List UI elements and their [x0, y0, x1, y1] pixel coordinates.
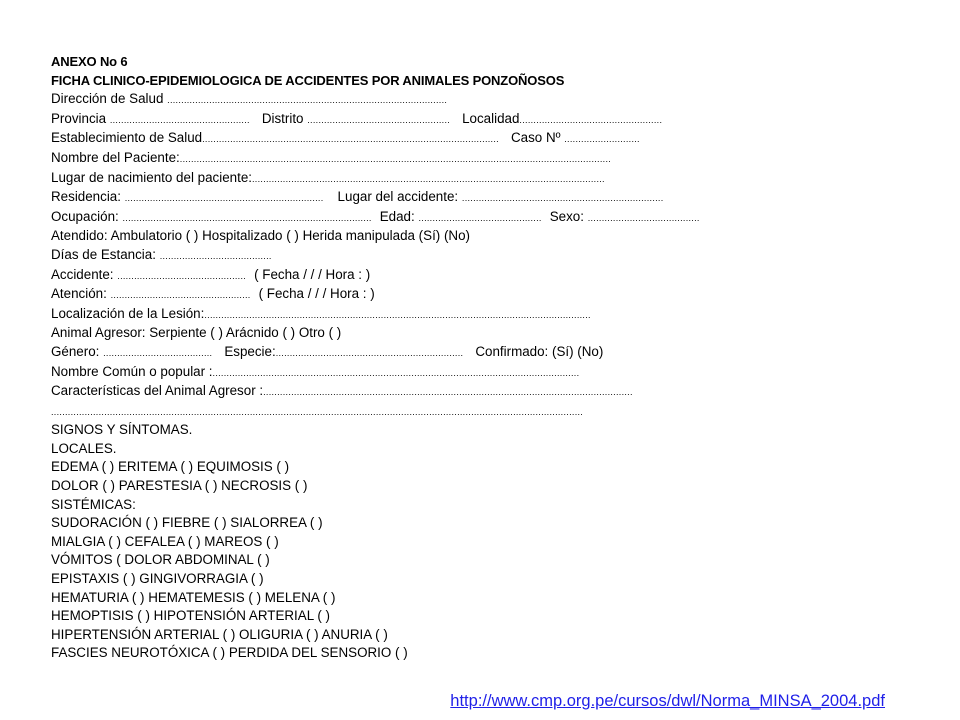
nombre-paciente-label: Nombre del Paciente:: [51, 149, 180, 165]
field-row-atencion: [51, 285, 811, 305]
field-row-direccion: [51, 90, 811, 110]
field-row-nombre-paciente: [51, 149, 811, 169]
provincia-dots: ..................................................: [109, 114, 250, 125]
genero-dots: .......................................: [103, 347, 213, 358]
form-title: FICHA CLINICO-EPIDEMIOLOGICA DE ACCIDENTES POR ANIMALES PONZOÑOSOS: [51, 72, 565, 88]
continuation-dots: ..............................................................................................................................................................................................: [51, 406, 584, 417]
dias-estancia-dots: ........................................: [159, 250, 272, 261]
sistemicas-line: VÓMITOS ( DOLOR ABDOMINAL ( ): [51, 552, 270, 568]
residencia-dots: .......................................................................: [124, 193, 324, 204]
edad-label: Edad:: [379, 208, 415, 224]
atencion-label: Atención:: [51, 286, 107, 302]
lugar-nacimiento-label: Lugar de nacimiento del paciente:: [51, 169, 252, 185]
sistemicas-heading: SISTÉMICAS:: [51, 496, 136, 512]
caracteristicas-label: Características del Animal Agresor :: [51, 383, 264, 399]
field-row-accidente: [51, 266, 811, 286]
field-row-lugar-nacimiento: [51, 169, 811, 189]
annex-label: ANEXO No 6: [51, 54, 128, 69]
localizacion-dots: ..........................................................................................................................................: [204, 309, 591, 320]
caracteristicas-dots: ....................................................................................................................................: [263, 387, 633, 398]
nombre-comun-dots: ...................................................................................................................................: [212, 367, 580, 378]
caso-label: Caso Nº: [510, 130, 561, 146]
distrito-dots: ...................................................: [307, 114, 451, 125]
field-row-establecimiento: [51, 129, 811, 149]
locales-line: DOLOR ( ) PARESTESIA ( ) NECROSIS ( ): [51, 478, 308, 494]
lugar-accidente-dots: ........................................................................: [461, 193, 664, 204]
provincia-label: Provincia: [51, 110, 107, 126]
ocupacion-label: Ocupación:: [51, 208, 119, 224]
field-row-ocupacion: [51, 208, 811, 228]
accidente-label: Accidente:: [51, 266, 114, 282]
clinical-form-document: [51, 53, 811, 663]
nombre-comun-label: Nombre Común o popular :: [51, 363, 213, 379]
nombre-paciente-dots: ..........................................................................................................................................................: [179, 153, 612, 164]
caso-dots: ...........................: [564, 134, 640, 145]
field-row-animal-agresor: Animal Agresor: Serpiente ( ) Arácnido ( ) Otro ( ): [51, 325, 342, 341]
field-row-localizacion: [51, 305, 811, 325]
field-row-genero: [51, 343, 811, 363]
localizacion-label: Localización de la Lesión:: [51, 305, 205, 321]
establecimiento-dots: ..........................................................................................................: [202, 134, 499, 145]
genero-label: Género:: [51, 343, 100, 359]
accidente-fecha: ( Fecha / / / Hora : ): [254, 266, 371, 282]
atencion-dots: ..................................................: [110, 290, 251, 301]
field-row-dias-estancia: [51, 246, 811, 266]
localidad-label: Localidad: [462, 110, 520, 126]
source-link[interactable]: http://www.cmp.org.pe/cursos/dwl/Norma_MINSA_2004.pdf: [450, 692, 885, 710]
dias-estancia-label: Días de Estancia:: [51, 246, 156, 262]
locales-line: EDEMA ( ) ERITEMA ( ) EQUIMOSIS ( ): [51, 459, 290, 475]
sistemicas-line: HEMATURIA ( ) HEMATEMESIS ( ) MELENA ( ): [51, 589, 336, 605]
localidad-dots: ...................................................: [519, 114, 663, 125]
lugar-accidente-label: Lugar del accidente:: [337, 189, 459, 205]
sistemicas-line: EPISTAXIS ( ) GINGIVORRAGIA ( ): [51, 571, 264, 587]
field-row-continuation: [51, 402, 811, 422]
residencia-label: Residencia:: [51, 189, 121, 205]
sistemicas-line: FASCIES NEUROTÓXICA ( ) PERDIDA DEL SENSORIO ( ): [51, 645, 408, 661]
field-row-residencia: [51, 188, 811, 208]
especie-dots: ...................................................................: [275, 347, 464, 358]
sexo-label: Sexo:: [549, 208, 584, 224]
direccion-dots: ....................................................................................................: [167, 95, 448, 106]
symptoms-heading: SIGNOS Y SÍNTOMAS.: [51, 422, 193, 438]
atencion-fecha: ( Fecha / / / Hora : ): [258, 286, 375, 302]
sistemicas-line: HEMOPTISIS ( ) HIPOTENSIÓN ARTERIAL ( ): [51, 608, 331, 624]
sistemicas-line: SUDORACIÓN ( ) FIEBRE ( ) SIALORREA ( ): [51, 515, 323, 531]
distrito-label: Distrito: [261, 110, 304, 126]
field-row-caracteristicas: [51, 382, 811, 402]
sistemicas-line: HIPERTENSIÓN ARTERIAL ( ) OLIGURIA ( ) ANURIA ( ): [51, 626, 388, 642]
direccion-label: Dirección de Salud: [51, 91, 164, 107]
locales-heading: LOCALES.: [51, 440, 117, 456]
lugar-nacimiento-dots: ..............................................................................................................................: [252, 173, 605, 184]
confirmado-label: Confirmado: (Sí) (No): [475, 343, 604, 359]
field-row-nombre-comun: [51, 363, 811, 383]
accidente-dots: ..............................................: [117, 270, 247, 281]
especie-label: Especie:: [224, 343, 276, 359]
field-row-atendido: Atendido: Ambulatorio ( ) Hospitalizado ( ) Herida manipulada (Sí) (No): [51, 228, 471, 244]
sexo-dots: ........................................: [587, 212, 700, 223]
ocupacion-dots: .........................................................................................: [122, 212, 372, 223]
establecimiento-label: Establecimiento de Salud: [51, 130, 203, 146]
sistemicas-line: MIALGIA ( ) CEFALEA ( ) MAREOS ( ): [51, 533, 279, 549]
field-row-ubicacion: [51, 110, 811, 130]
edad-dots: ............................................: [418, 212, 542, 223]
